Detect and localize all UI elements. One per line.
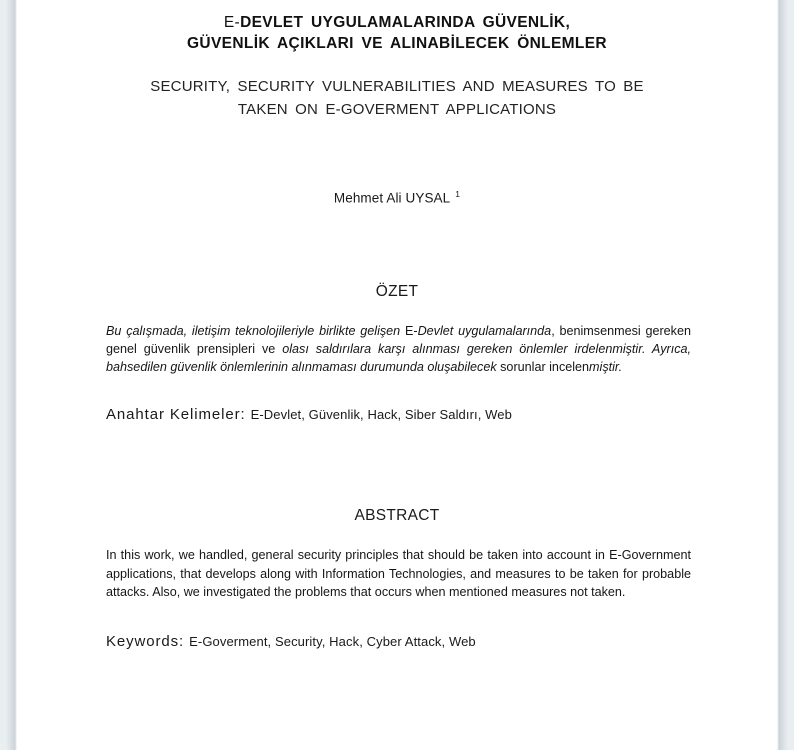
page-title-english-line2: TAKEN ON E-GOVERMENT APPLICATIONS	[237, 101, 557, 118]
ozet-body	[103, 301, 691, 377]
page-title-turkish-line2: GÜVENLİK AÇIKLARI VE ALINABİLECEK ÖNLEMLER	[187, 35, 607, 52]
keywords-english-list: E-Goverment, Security, Hack, Cyber Attack, Web	[189, 634, 476, 650]
author-name: Mehmet Ali UYSAL	[333, 190, 451, 206]
text-run-0: Bu çalışmada, iletişim teknolojileriyle birlikte gelişen	[106, 323, 405, 338]
document-page	[17, 0, 777, 750]
section-spacer	[17, 424, 777, 507]
text-run-2: Devlet uygulamalarında	[417, 323, 552, 338]
keywords-turkish-list: E-Devlet, Güvenlik, Hack, Siber Saldırı, Web	[250, 407, 512, 423]
abstract-body: In this work, we handled, general security principles that should be taken into account in E-Government applications, that develops along with Information Technologies, and measures to be taken for probable attacks. Also, we investigated the problems that occurs when mentioned measures not taken.	[106, 548, 691, 599]
author-line	[17, 121, 777, 206]
page-title-prefix: E-	[223, 14, 241, 31]
keywords-turkish	[103, 376, 691, 424]
section-heading-abstract: ABSTRACT	[354, 507, 440, 525]
keywords-english-label: Keywords:	[106, 633, 185, 651]
text-run-1: E-	[404, 323, 418, 338]
page-title-turkish	[17, 0, 777, 54]
page-title-english-line1: SECURITY, SECURITY VULNERABILITIES AND MEASURES TO BE	[150, 78, 644, 95]
keywords-english	[103, 601, 691, 651]
text-run-6: miştir.	[589, 360, 623, 375]
page-title-english	[17, 54, 777, 121]
text-run-5: sorunlar incelen	[496, 360, 590, 375]
section-heading-ozet: ÖZET	[375, 282, 419, 300]
text-run-4: olası saldırılara karşı alınması gereken önlemler irdelenmiştir. Ayrıca, bahsedilen güvenlik önlemlerinin alınmaması durumunda oluşabilecek	[106, 341, 692, 375]
author-footnote-marker: 1	[455, 189, 461, 199]
page-title-turkish-line1: DEVLET UYGULAMALARINDA GÜVENLİK,	[240, 14, 571, 31]
keywords-turkish-label: Anahtar Kelimeler:	[106, 406, 246, 424]
text-run-3: , benimsenmesi gereken genel güvenlik prensipleri ve	[106, 323, 691, 356]
